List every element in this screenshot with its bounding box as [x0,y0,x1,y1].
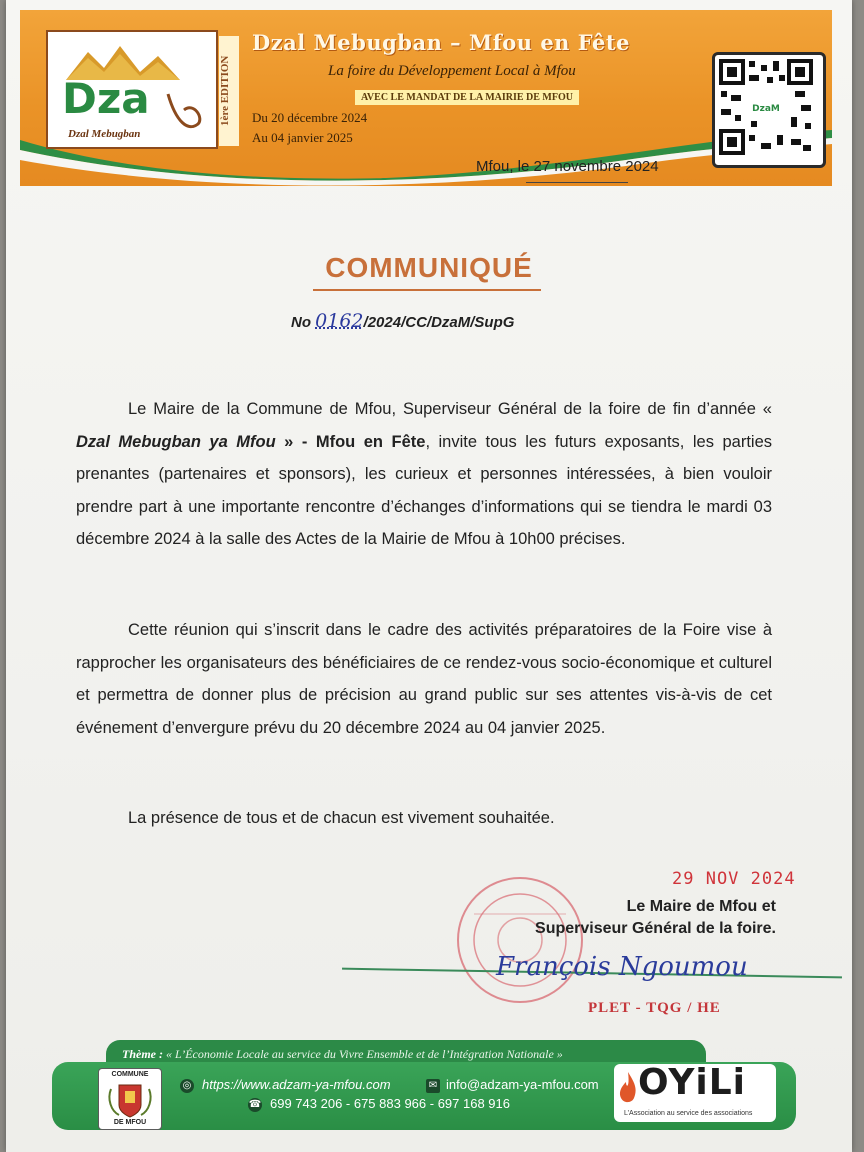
event-date-to: Au 04 janvier 2025 [252,130,353,145]
commune-label-bottom: DE MFOU [113,1119,147,1126]
title-underline [313,289,541,291]
mandate-label: AVEC LE MANDAT DE LA MAIRIE DE MFOU [355,90,579,105]
paragraph-3 [76,802,772,835]
qr-code-icon [715,55,817,159]
logo-text: Dza [62,74,150,123]
event-date-from: Du 20 décembre 2024 [252,110,368,125]
edition-label: 1ère EDITION [219,36,239,146]
signatory-line-1: Le Maire de Mfou et [626,898,776,915]
paragraph-text: » - [275,432,316,451]
website-link[interactable]: https://www.adzam-ya-mfou.com [202,1077,391,1092]
event-subtitle: La foire du Développement Local à Mfou [328,63,576,79]
event-name: Dzal Mebugban ya Mfou [76,432,276,451]
official-seal-icon [454,874,586,1006]
phone-icon: ☎ [248,1099,262,1110]
globe-icon: ◎ [180,1079,194,1093]
document-page [6,0,852,1152]
qr-code[interactable] [712,52,826,168]
reference-number [291,310,514,332]
commune-label-top: COMMUNE [111,1071,149,1078]
paragraph-text: , invite tous les futurs exposants, les parties prenantes (partenaires et sponsors), les curieux et personnes intéressées, à bien vouloir prendre part à une importante rencontre d’échanges d’informations qui se tiendra le mardi 03 décembre 2024 à la salle des Actes de la Mairie de Mfou à 10h00 précises. [76,432,773,549]
page-title: COMMUNIQUÉ [325,252,533,283]
paragraph-text: La présence de tous et de chacun est vivement souhaitée. [128,809,555,827]
flame-icon [616,1070,640,1106]
reference-prefix: No [291,314,311,331]
phone-numbers: 699 743 206 - 675 883 966 - 697 168 916 [270,1096,510,1111]
dzam-logo [46,30,218,149]
paragraph-1 [76,393,772,556]
signatory-line-2: Superviseur Général de la foire. [535,920,776,937]
event-name: Mfou en Fête [315,432,426,451]
reference-handwritten: 0162 [315,310,364,332]
mail-icon: ✉ [426,1079,440,1093]
reference-suffix: /2024/CC/DzaM/SupG [363,314,515,331]
paragraph-text: Cette réunion qui s’inscrit dans le cadre des activités préparatoires de la Foire vise à rapprocher les organisateurs des bénéficiaires de ce rendez-vous socio-économique et culturel et permettra de donner plus de précision au grand public sur ses attentes vis-à-vis de cet événement d’envergure prévu du 20 décembre 2024 au 04 janvier 2025. [76,621,772,737]
paragraph-text: Le Maire de la Commune de Mfou, Superviseur Général de la foire de fin d’année « [128,400,772,418]
date-stamp: 29 NOV 2024 [672,869,796,889]
theme-text [122,1047,563,1062]
logo-caption: Dzal Mebugban [68,128,141,140]
signatory-suffix: PLET - TQG / HE [588,1000,721,1016]
partner-tagline: L’Association au service des associations [624,1110,753,1117]
divider [526,182,628,183]
place-date: Mfou, le 27 novembre 2024 [476,158,659,175]
signature: François Ngoumou [496,952,748,982]
theme-value: « L’Économie Locale au service du Vivre Ensemble et de l’Intégration Nationale » [166,1047,563,1061]
partner-logo-text: OYiLi [638,1062,747,1103]
paragraph-2 [76,614,772,744]
commune-logo [98,1068,162,1130]
svg-text:DzaM: DzaM [752,104,780,114]
event-title: Dzal Mebugban – Mfou en Fête [252,30,630,55]
theme-label: Thème : [122,1047,163,1061]
email-link[interactable]: info@adzam-ya-mfou.com [446,1077,599,1092]
